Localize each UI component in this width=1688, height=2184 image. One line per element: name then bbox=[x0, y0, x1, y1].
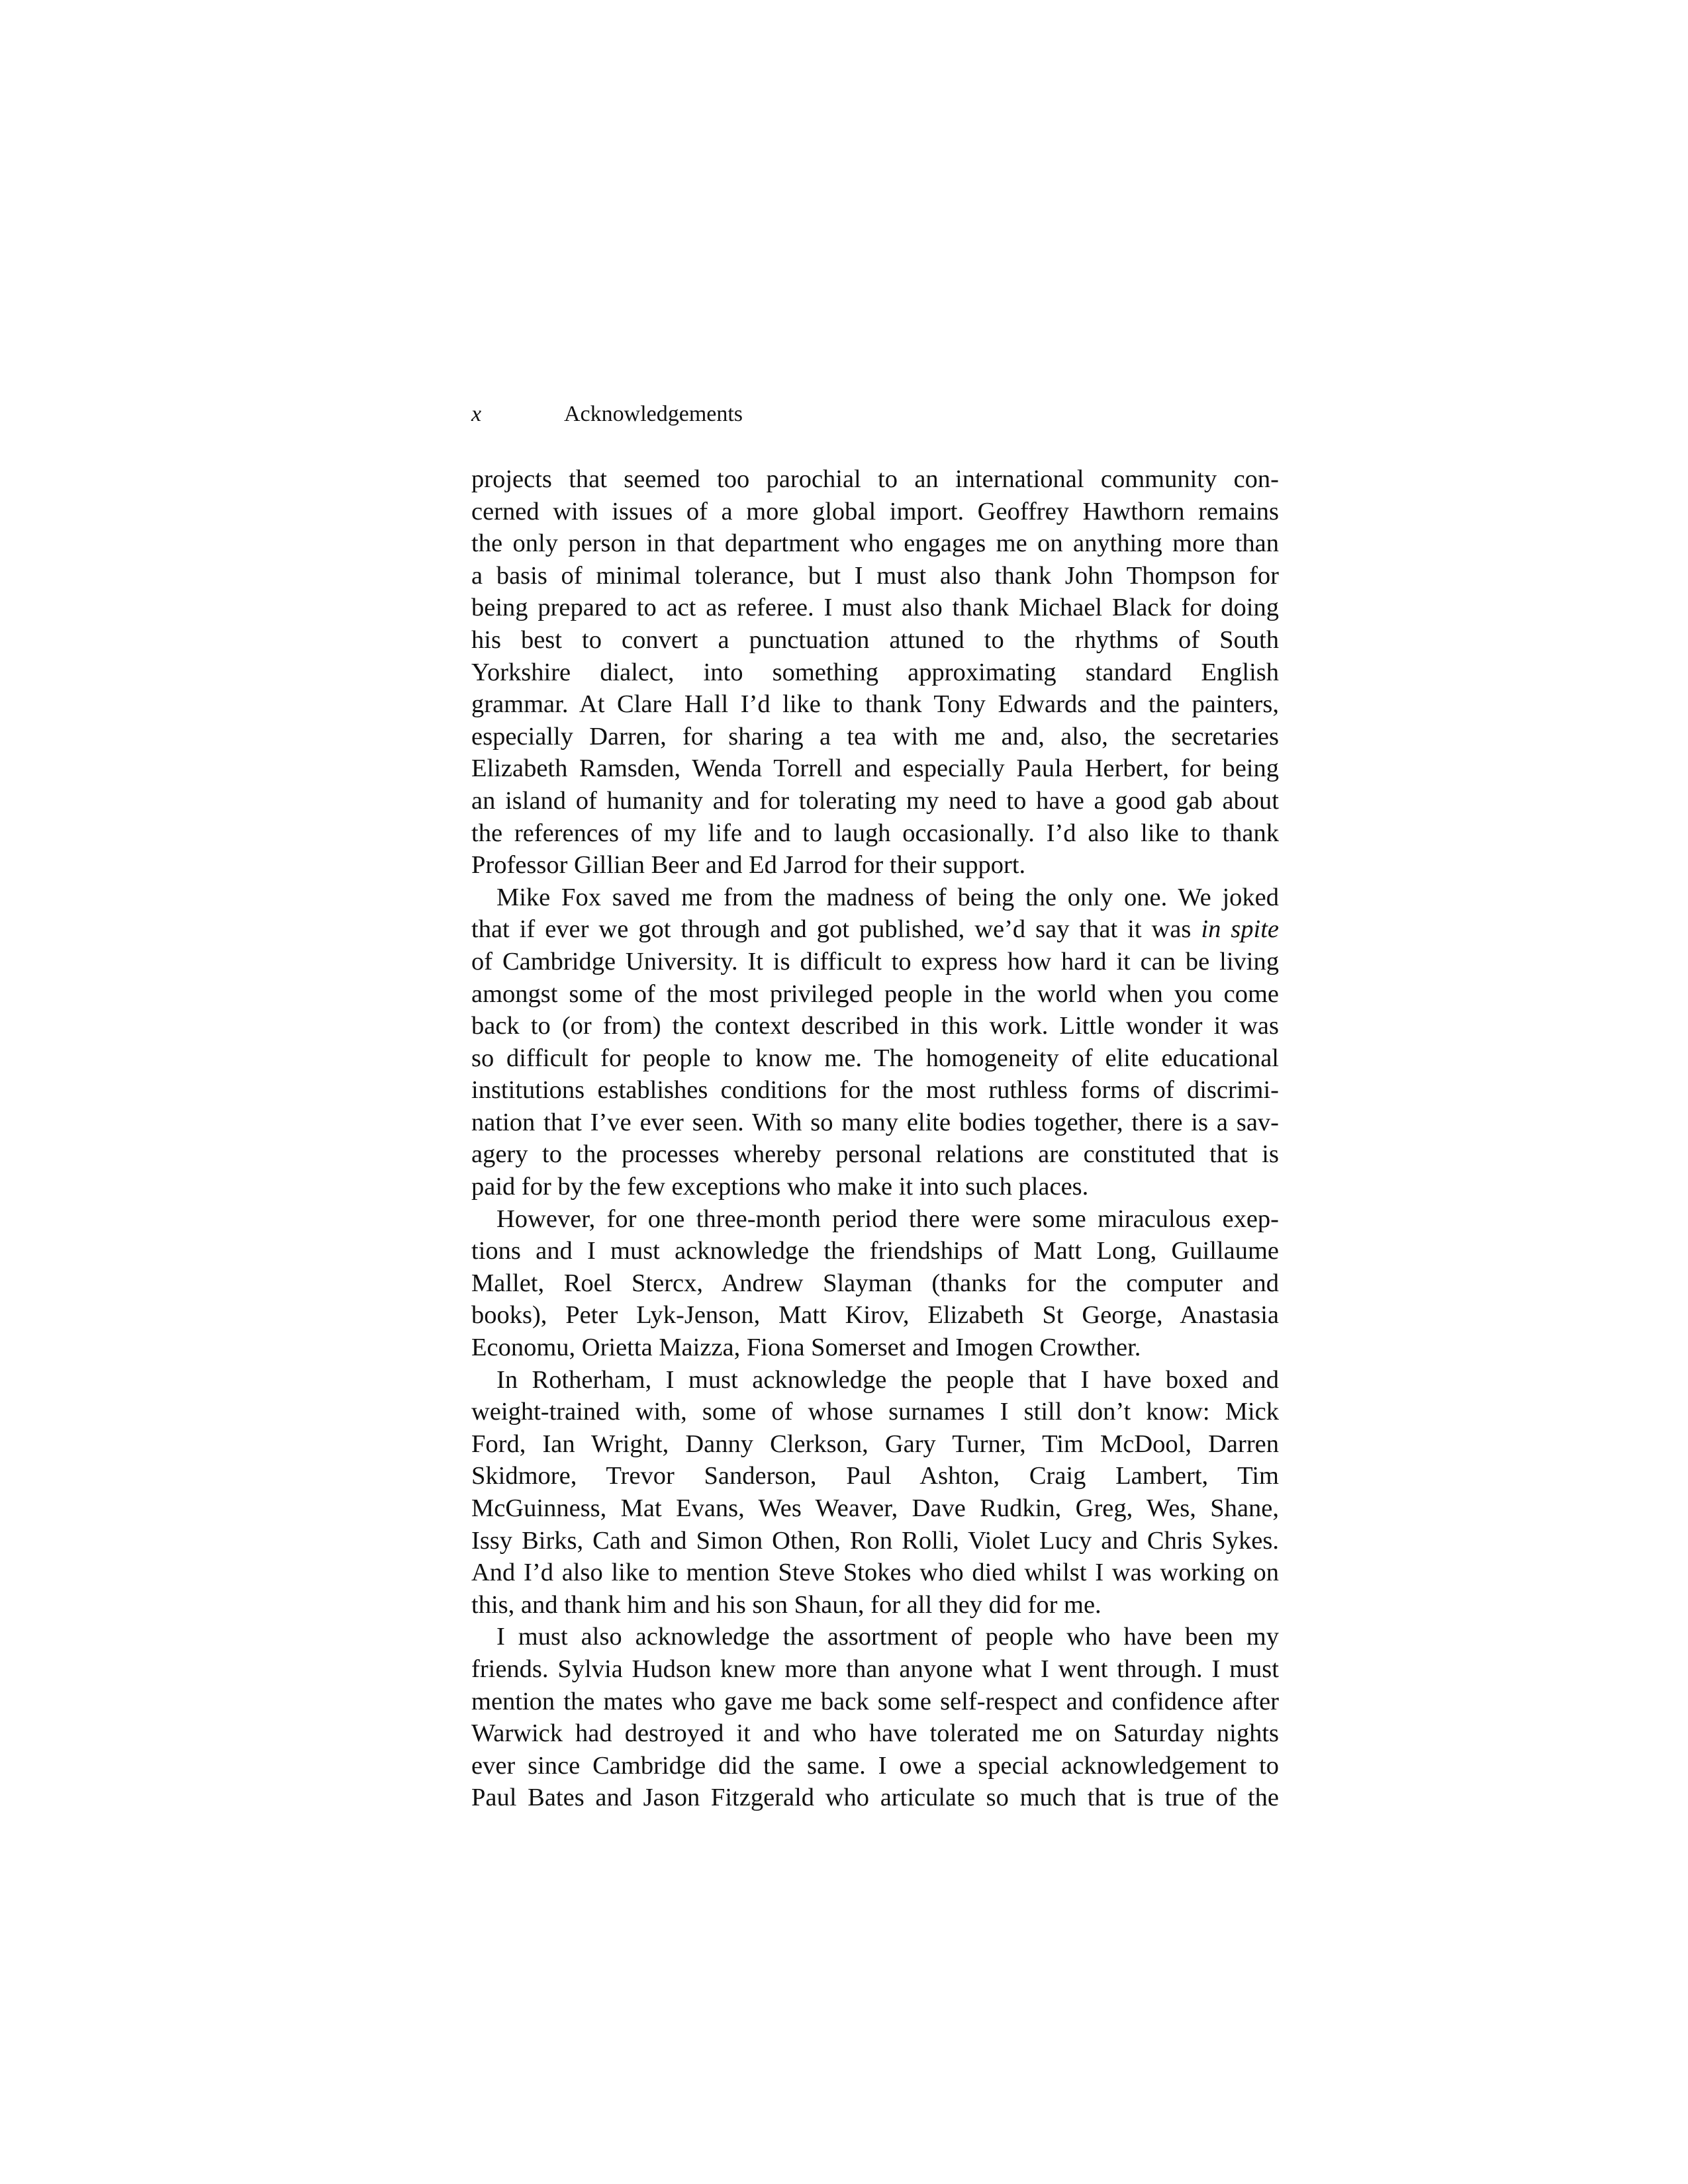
text-line: weight-trained with, some of whose surnames I still don’t know: Mick bbox=[471, 1398, 1279, 1426]
text-line: ever since Cambridge did the same. I owe a special acknowledgement to bbox=[471, 1751, 1279, 1780]
text-line: books), Peter Lyk-Jenson, Matt Kirov, Elizabeth St George, Anastasia bbox=[471, 1301, 1279, 1330]
text-line: especially Darren, for sharing a tea with me and, also, the secretaries bbox=[471, 722, 1279, 751]
text-line: In Rotherham, I must acknowledge the people that I have boxed and bbox=[496, 1365, 1279, 1394]
text-line: Mike Fox saved me from the madness of being the only one. We joked bbox=[496, 883, 1279, 911]
text-line: this, and thank him and his son Shaun, for all they did for me. bbox=[471, 1590, 1102, 1619]
text-line: institutions establishes conditions for the most ruthless forms of discrimi- bbox=[471, 1076, 1279, 1105]
text-line: being prepared to act as referee. I must also thank Michael Black for doing bbox=[471, 594, 1279, 622]
text-span: that if ever we got through and got published, we’d say that it was bbox=[471, 915, 1192, 944]
italic-phrase: in spite bbox=[1201, 915, 1280, 944]
text-line: his best to convert a punctuation attuned to the rhythms of South bbox=[471, 625, 1279, 654]
text-line: McGuinness, Mat Evans, Wes Weaver, Dave Rudkin, Greg, Wes, Shane, bbox=[471, 1494, 1279, 1522]
text-line: And I’d also like to mention Steve Stokes who died whilst I was working on bbox=[471, 1559, 1279, 1587]
body-text bbox=[471, 463, 1279, 1814]
text-line: Professor Gillian Beer and Ed Jarrod for their support. bbox=[471, 851, 1026, 880]
text-line-with-italic bbox=[471, 913, 1279, 946]
text-line: mention the mates who gave me back some self-respect and confidence after bbox=[471, 1687, 1279, 1715]
text-line: projects that seemed too parochial to an international community con- bbox=[471, 465, 1279, 493]
text-line: back to (or from) the context described in this work. Little wonder it was bbox=[471, 1012, 1279, 1040]
text-line: the references of my life and to laugh occasionally. I’d also like to thank bbox=[471, 819, 1279, 847]
paragraph bbox=[471, 1203, 1279, 1364]
page-number: x bbox=[471, 402, 482, 426]
text-line: Economu, Orietta Maizza, Fiona Somerset and Imogen Crowther. bbox=[471, 1334, 1141, 1362]
text-line: Skidmore, Trevor Sanderson, Paul Ashton, Craig Lambert, Tim bbox=[471, 1462, 1279, 1490]
text-line: Warwick had destroyed it and who have tolerated me on Saturday nights bbox=[471, 1719, 1279, 1748]
text-line: paid for by the few exceptions who make it into such places. bbox=[471, 1173, 1089, 1201]
text-line: Elizabeth Ramsden, Wenda Torrell and especially Paula Herbert, for being bbox=[471, 754, 1279, 783]
text-line: friends. Sylvia Hudson knew more than anyone what I went through. I must bbox=[471, 1655, 1279, 1683]
text-line: cerned with issues of a more global import. Geoffrey Hawthorn remains bbox=[471, 497, 1279, 525]
text-line: Yorkshire dialect, into something approximating standard English bbox=[471, 658, 1279, 686]
text-line: I must also acknowledge the assortment of people who have been my bbox=[496, 1623, 1279, 1651]
text-line: grammar. At Clare Hall I’d like to thank Tony Edwards and the painters, bbox=[471, 690, 1279, 719]
text-line: amongst some of the most privileged people in the world when you come bbox=[471, 979, 1279, 1008]
paragraph bbox=[471, 882, 1279, 1203]
text-line: so difficult for people to know me. The homogeneity of elite educational bbox=[471, 1044, 1279, 1072]
running-head bbox=[471, 401, 1279, 428]
text-line: an island of humanity and for tolerating my need to have a good gab about bbox=[471, 786, 1279, 815]
text-line: Paul Bates and Jason Fitzgerald who articulate so much that is true of the bbox=[471, 1784, 1279, 1812]
paragraph bbox=[471, 1364, 1279, 1621]
text-line: Mallet, Roel Stercx, Andrew Slayman (thanks for the computer and bbox=[471, 1269, 1279, 1297]
text-line: nation that I’ve ever seen. With so many elite bodies together, there is a sav- bbox=[471, 1108, 1279, 1136]
text-line: However, for one three-month period there were some miraculous exep- bbox=[496, 1205, 1279, 1233]
text-line: of Cambridge University. It is difficult to express how hard it can be living bbox=[471, 947, 1279, 976]
text-line: agery to the processes whereby personal relations are constituted that is bbox=[471, 1140, 1279, 1169]
text-line: the only person in that department who engages me on anything more than bbox=[471, 529, 1279, 558]
paragraph bbox=[471, 463, 1279, 882]
text-line: Issy Birks, Cath and Simon Othen, Ron Rolli, Violet Lucy and Chris Sykes. bbox=[471, 1526, 1279, 1555]
text-line: a basis of minimal tolerance, but I must also thank John Thompson for bbox=[471, 561, 1279, 590]
text-line: tions and I must acknowledge the friendships of Matt Long, Guillaume bbox=[471, 1237, 1279, 1265]
text-line: Ford, Ian Wright, Danny Clerkson, Gary Turner, Tim McDool, Darren bbox=[471, 1430, 1279, 1458]
running-head-title: Acknowledgements bbox=[564, 402, 743, 426]
paragraph bbox=[471, 1621, 1279, 1814]
